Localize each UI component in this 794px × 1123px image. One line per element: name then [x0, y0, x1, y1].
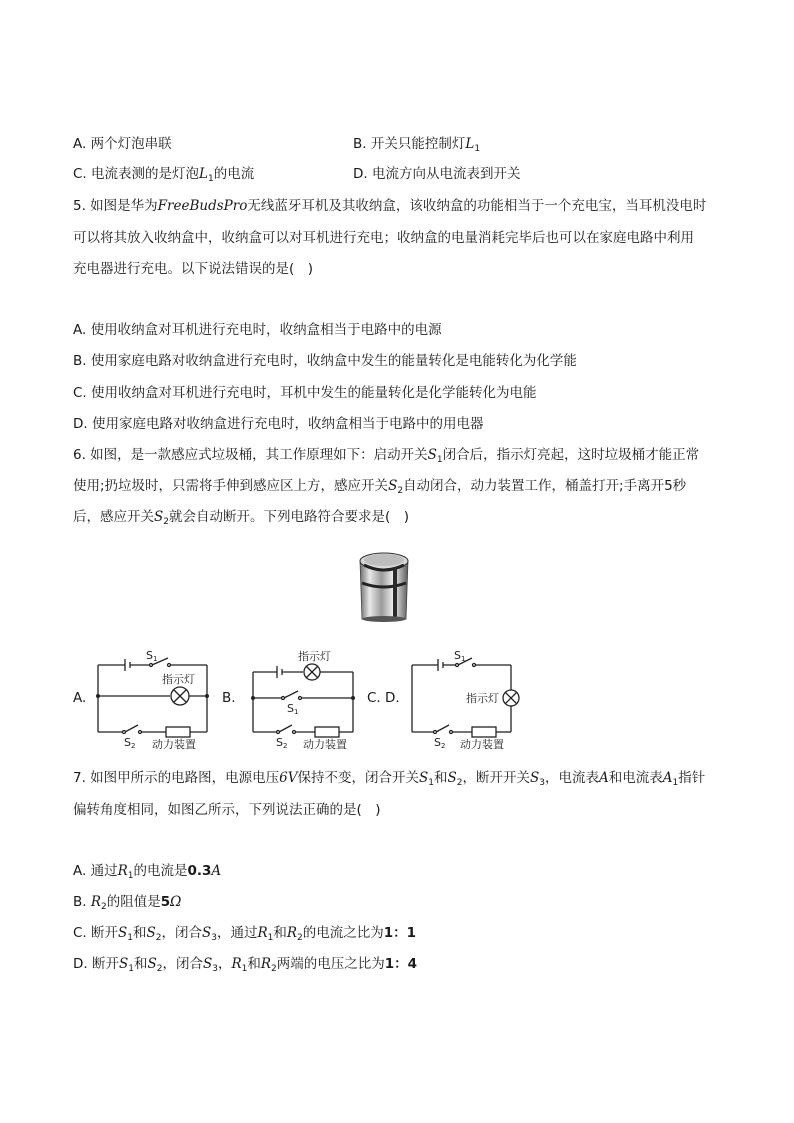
q5-option-a: A. 使用收纳盒对耳机进行充电时，收纳盒相当于电路中的电源	[73, 322, 442, 338]
switch-s1-label: S1	[146, 649, 158, 663]
q6-stem-line3: 后，感应开关$S_2$就会自动断开。下列电路符合要求是( )	[73, 509, 410, 527]
switch-s2-label: S2	[434, 736, 446, 750]
q5-option-c: C. 使用收纳盒对耳机进行充电时，耳机中发生的能量转化是化学能转化为电能	[73, 385, 537, 401]
q6-circuit-b	[243, 645, 363, 750]
q7-option-c: C. 断开$S_1$和$S_2$，闭合$S_3$，通过$R_1$和$R_2$的电流之比为1：1	[73, 925, 417, 943]
q7-stem-line2: 偏转角度相同，如图乙所示，下列说法正确的是( )	[73, 802, 381, 818]
q4-option-d: D. 电流方向从电流表到开关	[353, 166, 521, 182]
q6-circuit-cd	[404, 645, 524, 750]
q7-stem-line1: 7. 如图甲所示的电路图，电源电压6V保持不变，闭合开关$S_1$和$S_2$，断开开关$S_3$，电流表A和电流表$A_1$指针	[73, 770, 706, 788]
q4-option-c: C. 电流表测的是灯泡$L_1$的电流	[73, 166, 255, 184]
motor-label: 动力装置	[460, 738, 504, 750]
q7-option-d: D. 断开$S_1$和$S_2$，闭合$S_3$，$R_1$和$R_2$两端的电压之比为1：4	[73, 956, 418, 974]
switch-s1-label: S1	[454, 649, 466, 663]
switch-s2-label: S2	[124, 736, 136, 750]
q6-circuit-cd-label: C. D.	[367, 690, 400, 706]
indicator-lamp-label: 指示灯	[162, 673, 195, 686]
indicator-lamp-label: 指示灯	[466, 692, 499, 705]
q6-circuit-a-label: A.	[73, 690, 87, 706]
q6-stem-line1: 6. 如图，是一款感应式垃圾桶，其工作原理如下：启动开关$S_1$闭合后，指示灯亮起，这时垃圾桶才能正常	[73, 447, 700, 465]
q6-stem-line2: 使用;扔垃圾时，只需将手伸到感应区上方，感应开关$S_2$自动闭合，动力装置工作，桶盖打开;手离开5秒	[73, 478, 687, 496]
switch-s2-label: S2	[276, 736, 288, 750]
q4-option-a: A. 两个灯泡串联	[73, 136, 172, 152]
motor-label: 动力装置	[152, 738, 196, 750]
motor-label: 动力装置	[303, 738, 347, 750]
q6-circuit-a	[90, 645, 215, 750]
indicator-lamp-label: 指示灯	[298, 650, 331, 663]
q7-option-a: A. 通过$R_1$的电流是0.3A	[73, 863, 222, 881]
q5-option-b: B. 使用家庭电路对收纳盒进行充电时，收纳盒中发生的能量转化是电能转化为化学能	[73, 353, 577, 369]
q5-stem-line3: 充电器进行充电。以下说法错误的是( )	[73, 261, 314, 277]
trash-can-image	[352, 549, 416, 623]
q5-option-d: D. 使用家庭电路对收纳盒进行充电时，收纳盒相当于电路中的用电器	[73, 416, 484, 432]
switch-s1-label: S1	[287, 702, 299, 716]
q7-option-b: B. $R_2$的阻值是5Ω	[73, 894, 182, 912]
q5-stem-line1: 5. 如图是华为FreeBudsPro无线蓝牙耳机及其收纳盒，该收纳盒的功能相当于一个充电宝，当耳机没电时	[73, 198, 707, 214]
q4-option-b: B. 开关只能控制灯$L_1$	[353, 136, 481, 154]
q5-stem-line2: 可以将其放入收纳盒中，收纳盒可以对耳机进行充电；收纳盒的电量消耗完毕后也可以在家庭电路中利用	[73, 230, 694, 246]
q6-circuit-b-label: B.	[222, 690, 236, 706]
